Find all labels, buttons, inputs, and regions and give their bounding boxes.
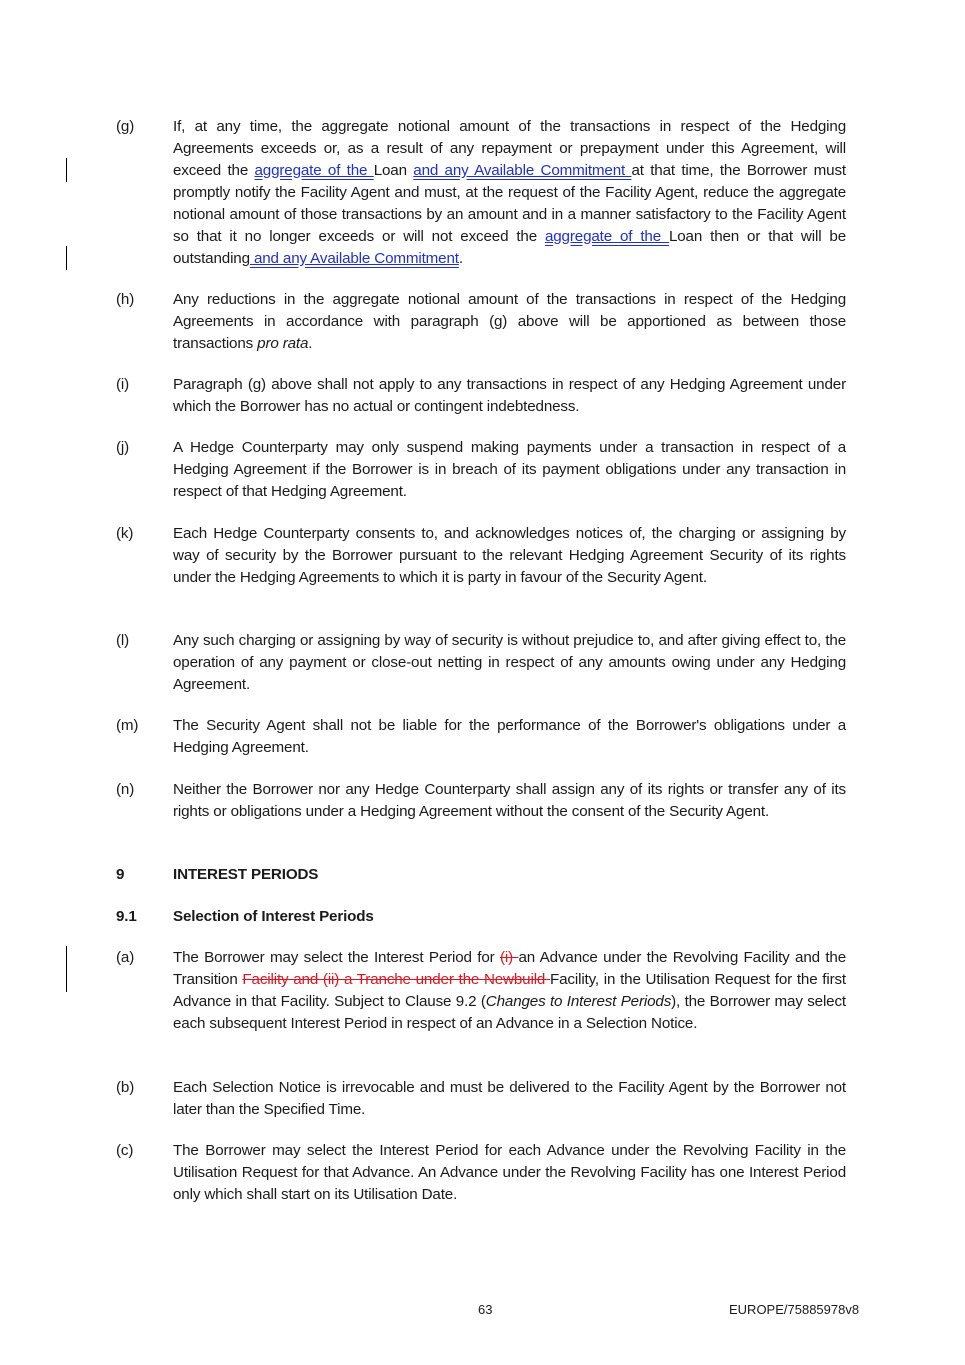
text-run: The Security Agent shall not be liable for the performance of the Borrower's obligations under a Hedging Agreement.: [173, 717, 846, 756]
clause-n: [116, 779, 846, 823]
clause-label: (n): [116, 781, 135, 798]
text-run: Each Selection Notice is irrevocable and must be delivered to the Facility Agent by the Borrower not later than the Specified Time.: [173, 1079, 846, 1118]
clause-label: (k): [116, 525, 134, 542]
subsection-number: 9.1: [116, 908, 137, 925]
inserted-text: aggregate of the: [544, 228, 669, 245]
clause-text: [173, 374, 846, 418]
clause-b: [116, 1077, 846, 1121]
clause-label: (m): [116, 717, 139, 734]
clause-label: (h): [116, 291, 135, 308]
clause-h: [116, 289, 846, 355]
clause-a: [116, 947, 846, 1035]
italic-text: Changes to Interest Periods: [485, 993, 672, 1010]
clause-text: [173, 1140, 846, 1206]
clause-text: [173, 779, 846, 823]
text-run: .: [308, 335, 313, 352]
text-run: Loan then or that will be outstanding: [173, 228, 846, 267]
clause-j: [116, 437, 846, 503]
section-heading: [116, 864, 846, 886]
page-number: 63: [478, 1302, 493, 1317]
clause-g: [116, 116, 846, 270]
clause-label: (l): [116, 632, 130, 649]
text-run: Facility, in the Utilisation Request for the first Advance in that Facility. Subject to Clause 9.2 (: [173, 971, 846, 1010]
change-bar: [66, 946, 67, 992]
text-run: at that time, the Borrower must promptly notify the Facility Agent and must, at the request of the Facility Agent, reduce the aggregate notional amount of those transactions by an amount and in a manner satisfactory to the Facility Agent so that it no longer exceeds or will not exceed the: [173, 162, 846, 245]
clause-text: [173, 1077, 846, 1121]
clause-i: [116, 374, 846, 418]
document-reference: EUROPE/75885978v8: [729, 1302, 860, 1317]
clause-label: (c): [116, 1142, 134, 1159]
deleted-text: (i): [500, 949, 519, 966]
clause-m: [116, 715, 846, 759]
text-run: Selection of Interest Periods: [173, 908, 374, 925]
clause-text: [173, 630, 846, 696]
inserted-text: and any Available Commitment: [249, 250, 459, 267]
deleted-text: Facility and (ii) a Tranche under the Newbuild: [242, 971, 550, 988]
clause-text: [173, 947, 846, 1035]
clause-label: (a): [116, 949, 135, 966]
text-run: INTEREST PERIODS: [173, 866, 319, 883]
text-run: an Advance under the Revolving Facility and the Transition: [173, 949, 847, 988]
clause-label: (i): [116, 376, 130, 393]
clause-text: [173, 437, 846, 503]
clause-text: [173, 116, 846, 270]
clause-text: [173, 523, 846, 589]
text-run: Any such charging or assigning by way of security is without prejudice to, and after giving effect to, the operation of any payment or close-out netting in respect of any amounts owing under any Hedging Agreement.: [173, 632, 846, 693]
clause-text: [173, 289, 846, 355]
section-number: 9: [116, 866, 125, 883]
subsection-title: [173, 906, 846, 928]
clause-c: [116, 1140, 846, 1206]
text-run: Each Hedge Counterparty consents to, and acknowledges notices of, the charging or assigning by way of security by the Borrower pursuant to the relevant Hedging Agreement Security of its rights under the Hedging Agreements to which it is party in favour of the Security Agent.: [173, 525, 846, 586]
text-run: Loan: [373, 162, 414, 179]
inserted-text: aggregate of the: [254, 162, 374, 179]
text-run: A Hedge Counterparty may only suspend making payments under a transaction in respect of a Hedging Agreement if the Borrower is in breach of its payment obligations under any transaction in respect of that Hedging Agreement.: [173, 439, 846, 500]
text-run: The Borrower may select the Interest Period for each Advance under the Revolving Facility in the Utilisation Request for that Advance. An Advance under the Revolving Facility has one Interest Period only which shall start on its Utilisation Date.: [173, 1142, 846, 1203]
change-bar: [66, 246, 67, 270]
text-run: If, at any time, the aggregate notional amount of the transactions in respect of the Hedging Agreements exceeds or, as a result of any repayment or prepayment under this Agreement, will exceed the: [173, 118, 846, 179]
text-run: Any reductions in the aggregate notional amount of the transactions in respect of the Hedging Agreements in accordance with paragraph (g) above will be apportioned as between those transactions: [173, 291, 846, 352]
text-run: Neither the Borrower nor any Hedge Counterparty shall assign any of its rights or transfer any of its rights or obligations under a Hedging Agreement without the consent of the Security Agent.: [173, 781, 846, 820]
clause-text: [173, 715, 846, 759]
clause-label: (g): [116, 118, 135, 135]
text-run: .: [458, 250, 463, 267]
clause-k: [116, 523, 846, 589]
text-run: The Borrower may select the Interest Period for: [173, 949, 500, 966]
subsection-heading: [116, 906, 846, 928]
italic-text: pro rata: [257, 335, 309, 352]
text-run: Paragraph (g) above shall not apply to any transactions in respect of any Hedging Agreement under which the Borrower has no actual or contingent indebtedness.: [173, 376, 846, 415]
change-bar: [66, 158, 67, 182]
text-run: ), the Borrower may select each subsequent Interest Period in respect of an Advance in a Selection Notice.: [173, 993, 846, 1032]
clause-l: [116, 630, 846, 696]
inserted-text: and any Available Commitment: [413, 162, 632, 179]
clause-label: (b): [116, 1079, 135, 1096]
section-title: [173, 864, 846, 886]
clause-label: (j): [116, 439, 130, 456]
